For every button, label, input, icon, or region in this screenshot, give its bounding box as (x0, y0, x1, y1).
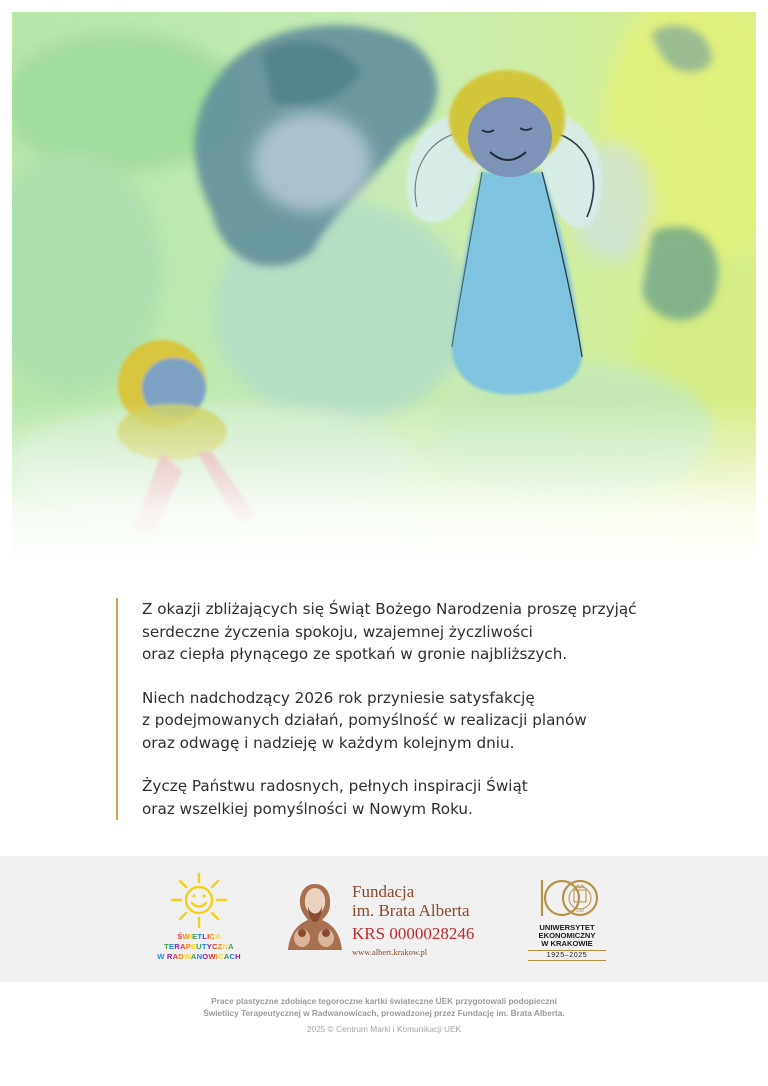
swietlica-logo (156, 872, 242, 970)
smiling-sun-icon (169, 872, 229, 930)
credits-line: Świetlicy Terapeutycznej w Radwanowicach, prowadzonej przez Fundację im. Brata Alberta. (203, 1007, 565, 1018)
copyright: 2025 © Centrum Marki i Komunikacji UEK (306, 1024, 462, 1034)
greeting-line: Z okazji zbliżających się Świąt Bożego Narodzenia proszę przyjąć (142, 600, 637, 618)
greeting-paragraph (142, 775, 716, 820)
uek-lat-label: Lat (575, 908, 585, 914)
fundacja-name: Fundacja (352, 882, 415, 901)
uek-name-line: W KRAKOWIE (541, 939, 593, 948)
greeting-text-block (116, 598, 716, 820)
uek-name-line: EKONOMICZNY (538, 931, 596, 940)
fundacja-brata-alberta-logo (286, 876, 496, 966)
brother-albert-portrait-icon (286, 880, 344, 952)
greeting-line: Życzę Państwu radosnych, pełnych inspiracji Świąt (142, 777, 528, 795)
footer (0, 996, 768, 1034)
partner-logos-strip (0, 856, 768, 982)
credits-line: Prace plastyczne zdobiące tegoroczne kartki świąteczne UEK przygotowali podopieczni (211, 996, 557, 1006)
greeting-paragraph (142, 598, 716, 666)
greeting-line: oraz wszelkiej pomyślności w Nowym Roku. (142, 799, 473, 818)
uek-logo (522, 876, 612, 966)
fundacja-website: www.albert.krakow.pl (352, 947, 428, 957)
swietlica-name-line: W RADWANOWICACH (157, 952, 241, 961)
uek-100-lat-emblem-icon (534, 876, 600, 922)
swietlica-name-line: ŚWIETLICA (177, 932, 221, 941)
greeting-line: Niech nadchodzący 2026 rok przyniesie satysfakcję (142, 688, 535, 707)
swietlica-name-line: TERAPEUTYCZNA (164, 942, 234, 951)
greeting-line: z podejmowanych działań, pomyślność w realizacji planów (142, 711, 587, 729)
painting-fade-overlay (12, 400, 756, 570)
uek-name-line: UNIWERSYTET (539, 923, 595, 932)
greeting-line: oraz odwagę i nadzieję w każdym kolejnym dniu. (142, 733, 515, 752)
fundacja-name-subtitle: im. Brata Alberta (352, 901, 470, 920)
greeting-line: oraz ciepła płynącego ze spotkań w gronie najbliższych. (142, 645, 568, 663)
uek-anniversary-years: 1925–2025 (528, 950, 606, 961)
krs-number: KRS 0000028246 (352, 924, 475, 943)
greeting-line: serdeczne życzenia spokoju, wzajemnej życzliwości (142, 622, 533, 641)
greeting-paragraph (142, 687, 716, 755)
